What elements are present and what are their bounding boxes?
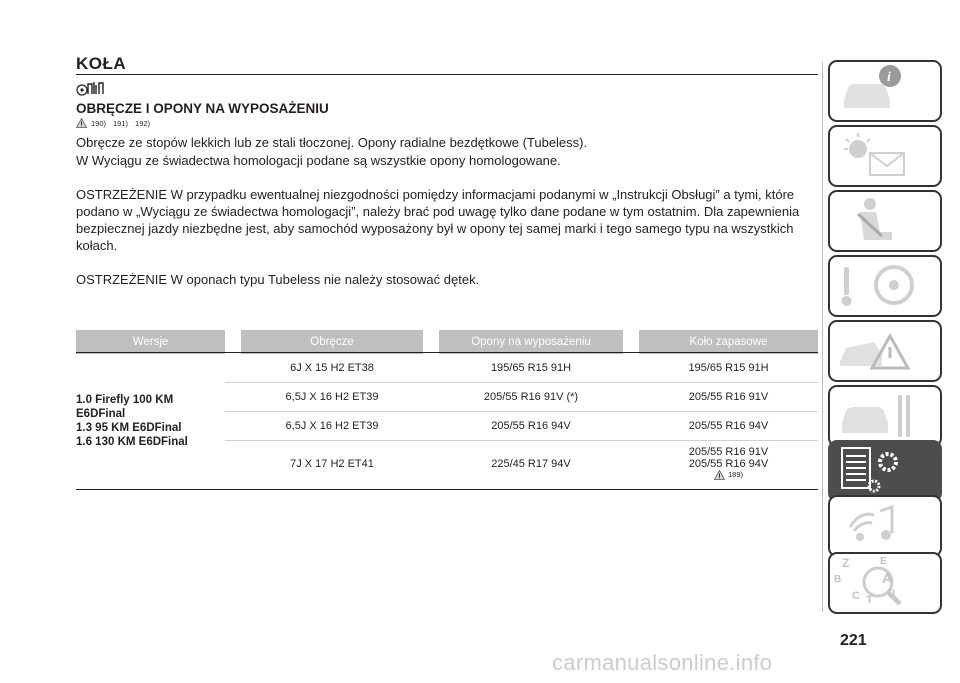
warning-triangle-icon: [714, 470, 725, 480]
index-letter: A: [882, 570, 893, 586]
wheels-table: [76, 330, 818, 487]
header-versions: Wersje: [76, 330, 225, 354]
header-tyres: Opony na wyposażeniu: [439, 330, 623, 354]
title-rule: [76, 74, 818, 75]
index-letter: E: [880, 556, 887, 567]
version-line: 1.6 130 KM E6DFinal: [76, 435, 188, 448]
warning-ref[interactable]: 191): [113, 118, 129, 128]
sidebar-tab-seat-safety[interactable]: [828, 190, 942, 252]
car-info-icon: [830, 62, 940, 120]
rim-cell: 7J X 17 H2 ET41: [241, 441, 423, 488]
page-number: 221: [840, 632, 867, 649]
index-letter: T: [866, 594, 873, 606]
seat-safety-icon: [830, 192, 940, 250]
sidebar-divider: [822, 62, 823, 612]
index-letter: Z: [842, 556, 850, 570]
spare-value: 205/55 R16 91V: [688, 445, 769, 458]
index-letter: C: [852, 590, 860, 602]
index-letter: D: [888, 588, 896, 599]
sidebar-tab-car-maintenance[interactable]: [828, 385, 942, 447]
multimedia-icon: [830, 497, 940, 555]
car-maintenance-icon: [830, 387, 940, 445]
section-title: KOŁA: [76, 54, 127, 73]
warning-refs: [76, 118, 153, 128]
header-spare: Koło zapasowe: [639, 330, 818, 354]
rim-cell: 6,5J X 16 H2 ET39: [241, 383, 423, 412]
spare-value: 205/55 R16 94V: [688, 457, 769, 470]
warning-ref[interactable]: 190): [91, 118, 107, 128]
rim-cell: 6,5J X 16 H2 ET39: [241, 412, 423, 441]
sidebar-tab-emergency[interactable]: [828, 320, 942, 382]
header-rims: Obręcze: [241, 330, 423, 354]
warning-ref: 189): [727, 470, 743, 479]
version-line: 1.3 95 KM E6DFinal: [76, 421, 182, 434]
table-header-row: [76, 330, 818, 354]
version-line: 1.0 Firefly 100 KM: [76, 393, 174, 406]
rim-cell: 6J X 15 H2 ET38: [290, 362, 374, 374]
intro-paragraph-2: W Wyciągu ze świadectwa homologacji podane są wszystkie opony homologowane.: [76, 153, 561, 168]
intro-paragraph-1: Obręcze ze stopów lekkich lub ze stali tłoczonej. Opony radialne bezdętkowe (Tubeless).: [76, 135, 588, 150]
tyre-cell: 205/55 R16 94V: [439, 412, 623, 441]
spare-cell: 205/55 R16 91V: [639, 383, 818, 412]
warning-triangle-icon: [76, 118, 87, 128]
subtitle: OBRĘCZE I OPONY NA WYPOSAŻENIU: [76, 101, 329, 116]
emergency-triangle-icon: [830, 322, 940, 380]
warning-paragraph-2: OSTRZEŻENIE W oponach typu Tubeless nie należy stosować dętek.: [76, 272, 480, 287]
lights-message-icon: [830, 127, 940, 185]
table-top-rule: [76, 352, 818, 353]
index-letter: B: [834, 574, 842, 585]
spare-cell: [639, 441, 818, 488]
sidebar-tab-multimedia[interactable]: [828, 495, 942, 557]
tyre-cell: 195/65 R15 91H: [490, 362, 572, 374]
wheel-category-icon: [76, 80, 106, 96]
versions-cell: [76, 354, 225, 487]
svg-text:i: i: [887, 70, 891, 85]
spare-warning-note[interactable]: [714, 470, 743, 480]
tyre-cell: 205/55 R16 91V (*): [439, 383, 623, 412]
tyre-cell: 225/45 R17 94V: [439, 441, 623, 488]
steering-key-icon: [830, 257, 940, 315]
sidebar-tab-steering-key[interactable]: [828, 255, 942, 317]
table-bottom-rule: [76, 489, 818, 490]
technical-data-icon: [830, 442, 940, 500]
version-line: E6DFinal: [76, 407, 126, 420]
watermark: carmanualsonline.info: [552, 650, 773, 675]
sidebar-tab-lights-message[interactable]: [828, 125, 942, 187]
sidebar-tab-car-info[interactable]: [828, 60, 942, 122]
spare-cell: 205/55 R16 94V: [639, 412, 818, 441]
sidebar-tab-technical-data[interactable]: [828, 440, 942, 502]
sidebar-tab-index[interactable]: [828, 552, 942, 614]
spare-cell: 195/65 R15 91H: [688, 362, 769, 374]
table-row: [76, 354, 818, 383]
warning-ref[interactable]: 192): [135, 118, 151, 128]
warning-paragraph-1: OSTRZEŻENIE W przypadku ewentualnej niezgodności pomiędzy informacjami podanymi w „Instrukcji Obsługi” a tymi, które podano w „Wyciągu ze świadectwa homologacji”, należy brać pod uwagę tylko dane podane w tym ostatnim. Dla zapewnienia bezpiecznej jazdy niezbędne jest, aby samochód wyposażony był w opony tej samej marki i tego samego typu na wszystkich kołach.: [76, 187, 800, 253]
